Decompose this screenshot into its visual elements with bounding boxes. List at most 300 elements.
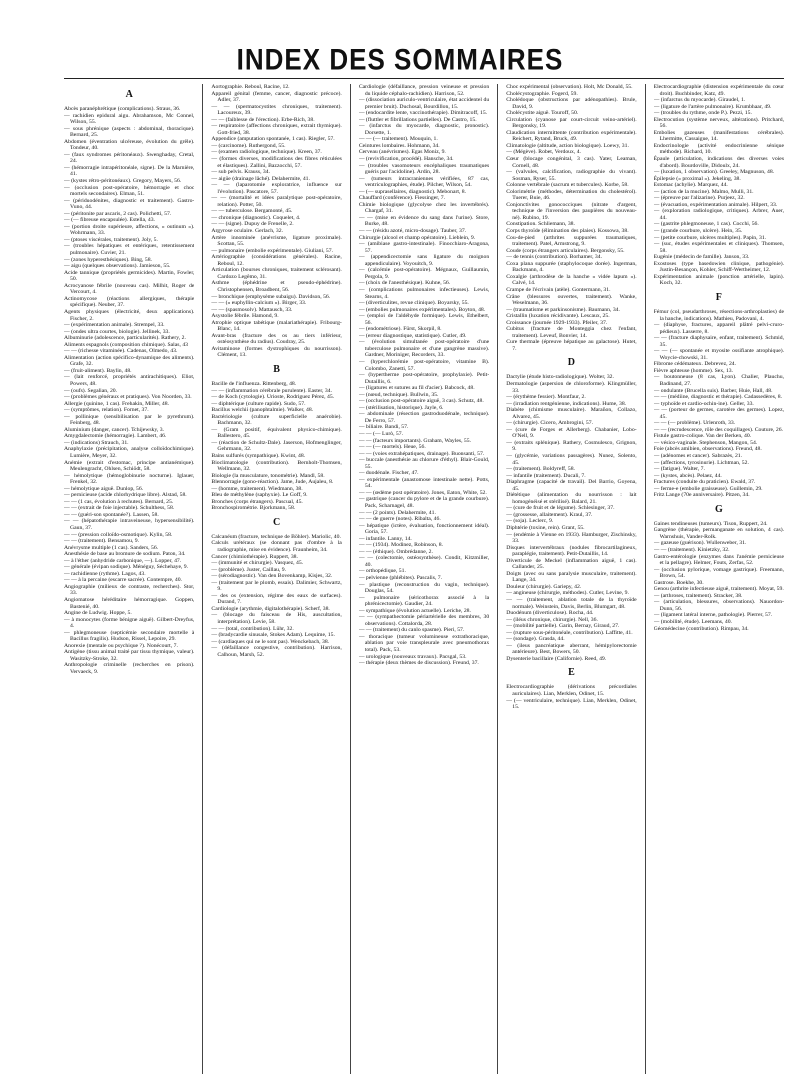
index-subentry: — (cure de Forges et Allerberg). Chabanier, Lobo-O'Nell, 9.	[506, 426, 637, 440]
index-subentry: — (chirurgie). Cicero, Ambrogini, 57.	[506, 420, 593, 427]
index-subentry: — aigu (quelques observations). Jamieson, 55.	[64, 263, 171, 270]
index-subentry: — — (porteur de germes, carotère des germes). Lopez, 45.	[653, 407, 785, 420]
index-subentry: — (occlusion post-opératoire, hémorragie et choc mortels secondaires). Elman, 51.	[64, 184, 195, 198]
index-subentry: — (occlusion pylorique, vomage gastrique). Freemann, Brown, 54.	[653, 566, 785, 580]
index-subentry: — (revivification, procédé). Hansche, 34.	[358, 156, 454, 163]
index-entry: Anesthésie de base au bromure de sodium. Paton, 34.	[64, 551, 186, 558]
index-subentry: — — (traitement) du canlo spasme). Pieri, 57.	[358, 627, 465, 634]
index-subentry: — (tumeurs intracraniennes vérifiées, 87 cas, ventriculographies, étude). Pilcher, Wilson, 54.	[358, 175, 490, 189]
index-subentry: — (zones hyperesthésiques). Bing, 58.	[64, 256, 152, 263]
index-subentry: — (lait renforcé, propriétés antirachitiques). Eliot, Powers, 48.	[64, 374, 195, 387]
index-entry: Corps thyroïde (élimination des plaies). Kossowa, 38.	[506, 228, 629, 235]
index-subentry: — (occlusion post-opératoire aiguë, 3 cas). Schutz, 48.	[358, 398, 484, 405]
index-entry: Colonne vertébrale (sacrum et tubercules). Korbe, 58.	[506, 182, 629, 189]
index-subentry: — — (richesse vitaminée). Cadenas, Olmedo, 43.	[64, 348, 178, 355]
index-subentry: — (nœud, technique). Bullwin, 35.	[358, 391, 439, 398]
index-entry: Antigène (tissu animal traité par tissu thymique, valeur). Wasitzky-Stroke, 32.	[64, 649, 195, 662]
index-subentry: — (formes diverses, modifications des fibres réticulées et élastiques). Zallini, Bazzocchi, 57.	[211, 156, 342, 169]
index-subentry: — (ligature de l'artère pulmonaire). Krumbhaar, 49.	[653, 103, 772, 110]
index-subentry: — pulmonaire (embolie expérimentale). Giuliani, 57.	[211, 247, 334, 254]
section-letter: F	[715, 291, 722, 303]
index-entry: Disques intervertébraux (nodules fibrocartilagineux, paraplégie, traitement). Petit-Dutaillis, 14.	[506, 544, 637, 558]
index-subentry: — (expérimentation animale). Strempel, 33.	[64, 322, 165, 329]
index-subentry: — — (laparotomie exploratrice, influence sur l'évolution). Pascatore, 57.	[211, 182, 342, 195]
index-subentry: — (dissociation auriculo-ventriculaire, état accidentel du premier bruit). Duchosal, Bourdillon, 15.	[358, 97, 490, 110]
section-letter: E	[568, 667, 575, 679]
index-subentry: — (choix de l'anesthésique). Kuhne, 56.	[358, 280, 451, 287]
index-entry: Atrophie optique tabétique (malariathérapie). Fribourg-Blanc, 14.	[211, 319, 342, 333]
index-entry: Calcanéum (fracture, technique de Böhler). Mariolic, 40.	[211, 533, 341, 540]
index-entry: Constipation. Schliemann, 38.	[506, 221, 575, 228]
index-subentry: — gazeuse (guérison). Wullenweber, 31.	[653, 540, 747, 547]
index-subentry: — ondulante (Brucella suis). Barber, Huie, Hall, 48.	[653, 387, 773, 394]
index-entry: Fistule gastro-colique. Van der Berken, 40.	[653, 433, 752, 440]
index-entry: Croissance (journée 1929-1933). Pfeiler, 37.	[506, 319, 608, 326]
index-column	[211, 84, 341, 1076]
index-subentry: — thérapie (deux thèmes de discussion). Freund, 37.	[358, 660, 479, 667]
index-subentry: — (complications pulmonaires infectieuses). Lewis, Stearns, 4.	[358, 286, 490, 300]
index-subentry: — (ptoses viscérales, traitement). Joly, 5.	[64, 236, 158, 243]
index-subentry: — (valvules, calcification, radiographie du vivant). Sosman, Ryser, 55.	[506, 169, 637, 182]
index-entry: Coxa plana suppurée (staphylocoque dorée). Ingerman, Backmann, 4.	[506, 260, 637, 274]
index-entry: Appendice (amputation spontanée, 1 cas). Riegler, 57.	[211, 136, 335, 143]
index-entry: Coxalgie (arthrodèse de la hanche « vidée lapum »). Calvé, 14.	[506, 273, 637, 287]
index-subentry: — aigüe (drainage lâché). Delahermite, 41.	[211, 175, 310, 182]
index-subentry: — — (facteurs importants). Graham, Wayles, 55.	[358, 437, 472, 444]
index-subentry: — (diverticulites, revue clinique). Boyarsky, 55.	[358, 300, 469, 307]
index-subentry: — (kystes rétro-péritonéaux). Gregory, Mayers, 56.	[64, 178, 182, 185]
index-entry: Anévrysme multiple (1 cas). Sanders, 56.	[64, 544, 159, 551]
index-subentry: — pelvienne (phlébites). Pascalis, 7.	[358, 575, 443, 582]
index-column	[359, 84, 489, 1076]
section-letter: D	[567, 357, 576, 369]
index-subentry: — biliaire. Bandi, 57.	[358, 424, 409, 431]
index-subentry: — rachidien epidural aigu. Abrahamson, Mc Connel, Wilson, 55.	[64, 112, 195, 126]
index-entry: Cœur (blocage congénital, 3 cas). Yater, Leaman, Cornell, 48.	[506, 156, 637, 169]
index-subentry: — (fruit-aliment). Baylin, 48.	[64, 367, 132, 374]
index-entry: Electrocardiographie (distension expérimentale du cœur droit). Buchbinder, Katz, 49.	[653, 84, 785, 97]
column-divider	[350, 84, 351, 1074]
index-entry: Acrocyanose fébrile (nouveau cas). Milhit, Roger de Vercourt, 4.	[64, 282, 195, 296]
index-entry: Asystolie fébrile. Hamond, 9.	[211, 313, 279, 320]
index-entry: Fémur (col, pseudarthroses, résections-arthroplasties) de la hanche, indications). Mathieu, Padovani, 4.	[653, 308, 785, 322]
index-entry: Diététique (alimentation du nourrisson : lait homogénéisé et stérilisé). Balard, 21.	[506, 492, 637, 505]
index-entry: Cubitus (fracture de Monteggia chez l'enfant, traitement). Leveuf, Bonvier, 14.	[506, 326, 637, 339]
index-subentry: — (embolies pulmonaires expérimentales). Boyton, 48.	[358, 306, 486, 313]
index-entry: Angiographie (milieux de contraste, recherches). Stor, 33.	[64, 583, 195, 597]
index-entry: Ceintures lombaires. Hohmann, 34.	[358, 142, 440, 149]
index-subentry: — (évolution simultanée post-opératoire d'une tuberculose pulmonaire et d'une gangrène massive). Gardner, Moriniger, Recorders, 33.	[358, 339, 490, 359]
index-subentry: — (ligament latéral interne, pathologie). Pierrer, 57.	[653, 612, 773, 619]
index-subentry: — (endocardite lente, vaccinothérapie). Dimitracoff, 15.	[358, 110, 488, 117]
index-entry: Aortographie. Reboul, Racine, 12.	[211, 84, 290, 90]
index-entry: Douleur (chirurgie). Gariepy, 42.	[506, 583, 582, 590]
index-entry: Bactériologie (culture superficielle anaérobie). Bachmann, 32.	[211, 413, 342, 427]
index-entry: Diabète (chimisme musculaire). Marañon, Collazo, Alvarez, 45.	[506, 407, 637, 420]
index-entry: Doigts (avec ou sans paralysie musculaire, traitement). Lange, 34.	[506, 570, 637, 584]
index-entry: Argyrose oculaire. Gerlach, 32.	[211, 228, 283, 235]
index-entry: Crampe de l'écrivain (atèle). Gontermann, 31.	[506, 286, 611, 293]
index-entry: Artère innominée (anévrisme, ligature proximale). Scottan, 55.	[211, 234, 342, 248]
index-entry: Biologie (la musculature, tonométrie). Mandl, 58.	[211, 472, 325, 479]
index-subentry: — (réaction de Schultz-Dale). Jaserson, Hofmenglinger, Gehrmann, 32.	[211, 439, 342, 453]
index-subentry: — expérimentale (anastomose intestinale nette). Potts, 54.	[358, 476, 490, 490]
index-subentry: — — (— problème). Urlenroth, 33.	[653, 420, 736, 427]
index-subentry: — (calcémie post-opératoire). Mégnaux, Guillaumin, Pergola, 9.	[358, 267, 490, 280]
index-subentry: — — à la percaine (escarre sacrée). Contempre, 40.	[64, 577, 182, 584]
index-entry: Eugénie (médecin de famille). Janson, 33.	[653, 254, 750, 261]
index-entry: Avitaminose (formes dystrophiques du nourrisson). Clément, 13.	[211, 345, 342, 359]
index-entry: Anaphylaxie (précipitation, analyse colloïdochimique). Lumière, Meyer, 32.	[64, 446, 195, 459]
index-subentry: — plastique (reconstruction du vagin, technique). Douglas, 54.	[358, 581, 490, 595]
index-entry: Anémie (extrait d'estomac, principe antianémique). Meulengracht, Ohlsen, Schiödt, 58.	[64, 459, 195, 473]
index-entry: Chirurgie (alcool et champ opératoire). Lieblein, 9.	[358, 234, 476, 241]
index-subentry: — infantile (traitement). Ducali, 7.	[506, 472, 586, 479]
index-entry: Allergie (quinine, 1 cas). Frehakin, Miller, 48.	[64, 400, 170, 407]
index-subentry: — — (pression colloïdo-osmotique). Kylin, 58.	[64, 531, 173, 538]
index-entry: Embolies gazeuses (manifestations cérébrales). Lhermitte, Cassaigue, 14.	[653, 129, 785, 143]
index-subentry: — (soja). Leclerc, 9.	[506, 518, 554, 525]
index-entry: Diphtérie (toxine, rein). Grant, 55.	[506, 525, 585, 531]
index-subentry: — (hyperchlorémie post-opératoire, vitamine B). Colombo, Zanetti, 57.	[358, 358, 490, 372]
index-entry: Épilepsie (« proximal »). Jekeling, 38.	[653, 175, 741, 182]
index-subentry: — (ondes ultra courtes, biologie). Jellinek, 33.	[64, 328, 170, 335]
index-subentry: — — (guéri-son spontanée?). Lassen, 58.	[64, 511, 159, 518]
index-subentry: — (grande courbure, ulcère). Hein, 35.	[653, 228, 743, 235]
section-letter: B	[273, 363, 280, 375]
index-subentry: — (appendicectomie sans ligature du moignon appendiculaire). Voyouitch, 9.	[358, 254, 490, 267]
index-subentry: — — (voies extrahépatiques, drainage). Buonsanti, 57.	[358, 450, 485, 457]
index-subentry: — — (2 points). Delahermite, 41.	[358, 509, 436, 516]
index-subentry: — (carcinome). Ruthergond, 55.	[211, 142, 286, 149]
index-subentry: — hémolytique (hémoglobinurie nocturne). Iglauer, Frenkel, 32.	[64, 472, 195, 486]
index-entry: Géomédecine (contribution). Rimpau, 34.	[653, 625, 749, 632]
index-subentry: — (sondage). Grasda, 44.	[506, 636, 565, 643]
index-subentry: — bronchique (emphysème subaigu). Davidson, 56.	[211, 293, 331, 300]
index-entry: Dactylie (étude histo-radiologique). Wolter, 32.	[506, 374, 614, 381]
index-entry: Cristallin (luxation récidivante). Lescaux, 25.	[506, 313, 610, 320]
index-subentry: — (défaillance congestive, contribution). Harrison, Calhoun, Marsh, 52.	[211, 645, 342, 658]
index-subentry: — — (mise en évidence du sang dans l'urine). Store, Burke, 48.	[358, 214, 490, 228]
index-subentry: — diphtérique (culture rapide). Sudo, 57.	[211, 400, 306, 407]
index-entry: Colorimétrie (méthodes, détermination du cholestérol). Tuerer, Buie, 46.	[506, 188, 637, 202]
index-subentry: — (grossesse, allaitement). Kraul, 37.	[506, 511, 593, 518]
index-entry: Electrocardiographie (dérivations précordiales auriculaires). Lian, Merklen, Odinet, 15.	[506, 684, 637, 698]
index-subentry: — — (signe). Dupuy de Frenelle, 2.	[211, 221, 294, 228]
index-subentry: — (ileus pancréatique aberrant, hémipylorectomie antérieure). Best, Bowers, 50.	[506, 642, 637, 656]
index-subentry: — à l'éther (anhydride carbonique, —). Lopper, 47.	[64, 557, 182, 564]
index-subentry: — (périduodénites, diagnostic et traitement). Gastro-Vuno, 44.	[64, 197, 195, 211]
index-subentry: — — (faiblesse de l'érection). Erbe-Rich, 38.	[211, 116, 315, 123]
index-subentry: — (épreuve par l'alizarine). Purjeez, 32.	[653, 195, 745, 202]
index-entry: Fièvre aphteuse (homme). Sex, 13.	[653, 367, 734, 374]
index-entry: Choc expérimental (observation). Holt, Mc Donald, 55.	[506, 84, 633, 90]
index-entry: Alimentation (action spécifico-dynamique des aliments). Grafe, 32.	[64, 354, 195, 368]
index-entry: Diaphragme (capacité de travail). Del Barrio, Goyena, 45.	[506, 479, 637, 492]
section-letter: C	[272, 516, 281, 528]
index-subentry: — (arthroses, traitement). Stracker, 38.	[653, 592, 743, 599]
index-entry: Bronchospirométrie. Bjorkmann, 58.	[211, 505, 296, 512]
index-subentry: — (rupture sous-péritonéale, contribution). Laffitte, 41.	[506, 629, 633, 636]
index-subentry: — (troubles du rythme, onde P.). Pezzi, 15.	[653, 110, 752, 117]
index-subentry: — (blocage du faisceau de His, auscultation, interprétation). Levie, 58.	[211, 612, 342, 626]
index-entry: Gastrose. Boekhe, 30.	[653, 579, 704, 586]
index-subentry: — (emploi de l'aldéhyde formique). Lewis, Ethelbert, 56.	[358, 313, 490, 326]
index-subentry: — (hémorragie intrapéritonéale, signe). De la Marnière, 41.	[64, 164, 195, 178]
section-letter: A	[125, 89, 133, 100]
index-entry: Foie (abcès amibien, observations). Freund, 48.	[653, 446, 762, 453]
column-divider	[497, 84, 498, 1074]
index-entry: Avant-bras (fracture des os au tiers inférieur, ostéosynthèse du radius). Coudray, 25.	[211, 332, 342, 346]
index-subentry: — — de guerre (notes). Ribalta, 46.	[358, 516, 441, 523]
index-subentry: — — (médiine, diagnostic et thérapie). Cadassedères, 8.	[653, 394, 783, 401]
index-entry: Gastro-entérologie (enzymes dans l'anémie pernicieuse et la pellagre). Helmer, Fouts, Zerfas, 52.	[653, 553, 785, 567]
index-subentry: — (immunité et chirurgie). Vasquez, 45.	[211, 560, 304, 567]
index-subentry: — angineuse (chirurgie, méthodes). Cutler, Levine, 9.	[506, 590, 629, 597]
index-subentry: — (ligatures et sutures au fil d'acier). Babcock, 48.	[358, 385, 475, 392]
index-subentry: — (troubles hépatiques et entériques, retentissement pulmonaire). Cuvier, 21.	[64, 243, 195, 257]
index-subentry: — (action de la mucine). Malmo, Mulli, 31.	[653, 188, 754, 195]
index-subentry: — (extraits splénique). Rathery, Cosmulesco, Grignon, 9.	[506, 439, 637, 453]
index-subentry: — (traitement). Boldyreff, 58.	[506, 466, 575, 473]
index-subentry: — (cure de fruit et de légume). Schlesinger, 37.	[506, 505, 615, 512]
index-subentry: — (kystes, abcès). Pelaez, 44.	[653, 472, 722, 479]
index-entry: Fractures (conduite du praticien). Ewald, 37.	[653, 479, 756, 486]
index-subentry: — gastrique (cancer du pylore et de la grande courbure). Pack, Scharnagel, 48.	[358, 496, 490, 509]
index-subentry: — (luxation, 1 observation). Greeley, Magnuson, 48.	[653, 169, 775, 176]
index-subentry: — sous phrénique (aspects : abdominal, thoracique). Bernard, 25.	[64, 125, 195, 139]
index-entry: Chimie biologique (glycolyse chez les invertébrés). Chargaf, 31.	[358, 201, 490, 215]
index-subentry: — pulmonaire (séricothorax associé à la phrénicectomie). Gaudier, 24.	[358, 594, 490, 608]
index-subentry: — — (sympathectomie périartérielle des membres, 30 observations). Cottalorda, 28.	[358, 614, 490, 627]
index-subentry: — (cardiaques qui ne le sont pas). Wenckebach, 38.	[211, 638, 330, 645]
index-entry: Cerveau (anévrismes). Egas Moniz, 9.	[358, 149, 446, 156]
index-entry: Exostoses (type basedowien clinique, pathogénie). Justin-Besançon, Kohler, Schiff-Wertheimer, 12.	[653, 260, 785, 274]
index-entry: Endocrinologie (activité endocrinienne sénique méthode). Richard, 10.	[653, 142, 785, 156]
index-subentry: — — (recrudescence, rôle des coquillages). Couture, 26.	[653, 426, 783, 433]
index-column	[64, 84, 194, 1076]
index-subentry: — (mobilité, étude). Leemans, 40.	[653, 619, 732, 626]
index-subentry: — chronique (diagnostic). Coquelet, 4.	[211, 214, 301, 221]
index-subentry: — — (traitement). Kinietzky, 32.	[653, 547, 730, 553]
index-entry: Crâne (blessures ouvertes, traitement). Wanke, Weselmann, 36.	[506, 293, 637, 307]
index-entry: Appareil génital (femme, cancer, diagnostic précoce). Adler, 37.	[211, 90, 342, 104]
index-entry: Aliments espagnols (composition chimique). Salas, 43	[64, 341, 189, 348]
index-subentry: — (fatigue). Walter, 7.	[653, 466, 705, 473]
index-subentry: — — (— mortels). Heue, 56.	[358, 444, 426, 451]
index-subentry: — (erreur diagnostique, statistique). Cutler, 49.	[358, 332, 467, 339]
index-subentry: — respiratoire (affections chroniques, extrait thymique). Gott-fried, 38.	[211, 123, 342, 136]
index-entry: Actinomycose (réactions allergiques, thérapie spécifique). Neuber, 37.	[64, 295, 195, 309]
index-column	[506, 84, 636, 1076]
index-subentry: — — (éthique). Ombrédanne, 2.	[358, 548, 433, 555]
index-entry: Abcès paranéphrétique (complications). Straus, 36.	[64, 106, 181, 112]
index-subentry: — — (— traitement). Mouquin, 1.	[358, 136, 438, 143]
index-subentry: — (symptômes, relation). Fornet, 37.	[64, 407, 149, 414]
index-subentry: — pollinique (sensibilisation par le pyrethrum). Feinberg, 48.	[64, 413, 195, 427]
index-entry: Angine de Ludwig. Hoppe, 5.	[64, 610, 132, 617]
index-entry: Gangrène (thérapie, permanganate en solution, 4 cas). Warnshuis, Vander-Rolk.	[653, 527, 785, 540]
index-entry: Cardiologie (défaillance, pression veineuse et pression du liquide céphalo-rachidien). Harrison, 52.	[358, 84, 490, 97]
index-subentry: — (— suprasellaires, diagnostic). Mebonart, 8.	[358, 188, 467, 195]
index-entry: Dysenterie bacillaire (Californie). Reed, 49.	[506, 655, 607, 662]
index-entry: Abdomen (éventration ulcéreuse, évolution du grêle). Tondeur, 40.	[64, 138, 195, 152]
index-subentry: — (examen radiologique, technique). Kreen, 37.	[211, 149, 322, 156]
index-entry: Circulation (cyanose par court-circuit veino-artériel). Bergonsky, 19.	[506, 116, 637, 130]
index-entry: Aluminium (danger, cancer). Tchijewsky, 3.	[64, 426, 164, 433]
index-subentry: — (— ventriculaire, technique). Lian, Merklen, Odinet, 15.	[506, 697, 637, 711]
index-subentry: — (amibiase gastro-intestinale). Finocchiaro-Aragona, 57.	[358, 241, 490, 254]
index-subentry: — (glycémie, variations passagères). Nunez, Solento, 45.	[506, 452, 637, 466]
index-subentry: — (hypertherme post-opératoire, prophylaxie). Petit-Dutaillis, 6.	[358, 372, 490, 385]
index-subentry: — (problèmes généraux et pratiques). Von Noorden, 33.	[64, 394, 192, 401]
index-entry: Acide tannique (propriétés germicides). Martin, Fowler, 50.	[64, 269, 195, 283]
index-subentry: — infantile. Lanny, 14.	[358, 535, 412, 542]
index-entry: Anorexie (mentale ou psychique ?). Nonécourt, 7.	[64, 642, 178, 649]
index-entry: Agents physiques (électricité, deux applications). Fischer, 2.	[64, 308, 195, 322]
index-subentry: — (affections, tyrosinurie). Lichtman, 52.	[653, 459, 749, 466]
index-subentry: — de tennis (contribution). Borhamer, 34.	[506, 254, 603, 261]
index-entry: Anthropologie criminelle (recherches en prison). Vervaeck, 9.	[64, 662, 195, 676]
index-entry: Cholécystographie. Fogerd, 59.	[506, 90, 578, 97]
index-subentry: — (infarctus du myocarde). Giraudel, 1.	[653, 97, 746, 104]
index-subentry: — (articulation, blessures, observations). Nauordon-Dunn, 56.	[653, 599, 785, 612]
index-subentry: — typhoïde et cardio-ochin-ine). Geller, 33.	[653, 400, 754, 407]
index-subentry: — — (colectomie, ostéosynthèse). Condit, Kitzmiller, 40.	[358, 555, 490, 568]
index-subentry: — (homme, traitement). Wiedmann, 38.	[211, 485, 303, 492]
index-entry: Bronches (corps étrangers). Pascual, 45.	[211, 498, 303, 505]
index-entry: Genou (arthrite infectieuse aiguë, traitement). Moyat, 59.	[653, 586, 784, 593]
index-subentry: — buccale (anesthésie au chlorure d'éthyl). Blair-Gould, 55.	[358, 457, 490, 470]
title-rule	[64, 78, 784, 79]
index-subentry: — (stérilisation, historique). Jayle, 6.	[358, 404, 444, 411]
index-subentry: — sub pelvis. Krauss, 34.	[211, 169, 271, 176]
index-subentry: — — (spasmosolv). Mattausch, 33.	[211, 306, 293, 313]
index-subentry: — — (fracture diaphysaire, enfant, traitement). Schmid, 35.	[653, 335, 785, 348]
index-subentry: — (faux syndromes péritonéaux). Swenghaday, Cretal, 24.	[64, 151, 195, 165]
column-divider	[645, 84, 646, 1074]
index-entry: Cholécystite aiguë. Touroff, 50.	[506, 110, 579, 117]
index-entry: Diverticule de Meckel (inflammation aiguë, 1 cas). Callander, 25.	[506, 557, 637, 571]
index-columns	[64, 84, 784, 1076]
index-subentry: — phlegmoneuse (septicémie secondaire mortelle à Bacillus fragilis). Hudson, Rissel, Lepoire, 29.	[64, 629, 195, 643]
index-entry: Cholédoque (obstructions par adénopathies). Brule, David, 9.	[506, 97, 637, 110]
index-subentry: — (fluttler et fibrillations partielles). De Castro, 15.	[358, 116, 477, 123]
index-subentry: — générale (évipan sodique). Ménéguy, Séchehaye, 9.	[64, 564, 189, 571]
index-subentry: — (adénomes et cancer). Sabrazès, 21.	[653, 452, 743, 459]
index-subentry: — hépatique (ictère, évaluation, fonctionnement idéal). Goria, 57.	[358, 522, 490, 536]
index-entry: Articulation (bourses chroniques, traitement sclérosant). Cardozo Legêmo, 31.	[211, 267, 342, 280]
index-subentry: — (gastrite phlegmoneuse, 1 cas). Cocchi, 56.	[653, 221, 759, 228]
index-subentry: — — (hépatothérapie intraveineuse, hypersensibilité). Gaun, 37.	[64, 518, 195, 531]
index-subentry: — — (spermatocystites chroniques, traitement). Lacoureux, 39.	[211, 103, 342, 117]
index-entry: Asthme (éphédrine et pseudo-éphédrine). Christophensen, Broadbent, 56.	[211, 280, 342, 293]
index-entry: Climatologie (altitude, action biologique). Loewy, 31.	[506, 142, 629, 149]
index-subentry: — (— fibreuse encapsulée). Estella, 43.	[64, 217, 155, 224]
index-subentry: — vésico-vaginale. Stephenson, Mangon, 54.	[653, 439, 758, 446]
index-subentry: — (indications) Strauch, 31.	[64, 439, 129, 446]
index-subentry: — — (résidu azoté, micro-dosage). Tauber, 37.	[358, 228, 467, 235]
index-subentry: — (érythème fessier). Montfaur, 2.	[506, 394, 586, 401]
index-subentry: — (évacuation, expérimentation animale). Hilpert, 33.	[653, 201, 778, 208]
index-entry: Bacille de l'influenza. Rittenberg, 48.	[211, 380, 297, 387]
index-entry: Claudication intermittente (contribution expérimentale). Reichert, Rytand, Bruck, 49.	[506, 129, 637, 143]
index-entry: Cou-de-pied (arthrites suppurées traumatiques, traitement). Patel, Armstrong, 9.	[506, 234, 637, 248]
index-subentry: — — (traitement, ablation totale de la thyroïde normale). Weinstein, Davis, Berlin, Blumgart, 48.	[506, 597, 637, 610]
index-subentry: — abdominale (résection gastroduodénale, technique). De Ferro, 57.	[358, 411, 490, 424]
index-subentry: — (traumatisme et parkinsonisme). Baumann, 34.	[506, 306, 620, 313]
index-subentry: — boutonneuse (8 cas, Lyon). Chalier, Plauchu, Badinand, 27.	[653, 374, 785, 387]
index-entry: Bains sulfurés (sympathique). Kwint, 48.	[211, 452, 306, 459]
index-entry: Cancer (chimiothérapie). Ruppert, 38.	[211, 553, 298, 560]
index-entry: Amygdalectomie (hémorragie). Lambert, 46.	[64, 433, 167, 440]
index-subentry: — — (traitement). Bensamou, 9.	[64, 538, 140, 545]
index-subentry: — des os (extension, régime des eaux de surfaces). Durand, 7.	[211, 592, 342, 606]
index-subentry: — sympathique (évolution actuelle). Leriche, 28.	[358, 607, 471, 614]
index-subentry: — (exploration radiologique, critiques). Arbrer, Auer, 44.	[653, 208, 785, 221]
index-subentry: — (portion droite supérieure, affections, « outinum »). Wohrmann, 33.	[64, 223, 195, 237]
index-subentry: — (iléus chronique, chirurgie). Nell, 36.	[506, 616, 598, 623]
index-entry: Electrocution (système nerveux, altérations). Pritchard, 56.	[653, 116, 785, 130]
index-subentry: — duodénale. Fischer, 47.	[358, 470, 419, 477]
index-column	[654, 84, 784, 1076]
index-subentry: — — (mortalité et idées paralytique post-opératoire, relation). Potter, 50.	[211, 195, 342, 208]
index-entry: Fritz Lange (70e anniversaire). Pitzen, 34.	[653, 492, 750, 499]
index-subentry: — (petite courbure, ulcères multiples). Papin, 31.	[653, 234, 767, 241]
section-letter: G	[714, 503, 723, 515]
index-subentry: — orthopédique, 51.	[358, 568, 406, 575]
index-subentry: — de Koch (cytologie). Urioste, Rodriguez Pérez, 45.	[211, 394, 335, 401]
index-subentry: — (troubles vasomoteurs encéphaliques traumatiques guéris par l'acidoline). Ardin, 28.	[358, 162, 490, 176]
index-entry: Artériographie (considérations générales). Racine, Reboul, 12.	[211, 254, 342, 267]
index-subentry: — (irradiation rentgénienne, indications). Hume, 38.	[506, 400, 627, 407]
index-subentry: — — tuberculose. Bergamonté, 45.	[211, 208, 293, 215]
index-subentry: — (Mégève). Robet, Verdoux, 4.	[506, 149, 581, 156]
index-entry: Estomac (achylie). Marquez, 44.	[653, 182, 728, 189]
index-subentry: — hémolytique aiguë. Dunlop, 56.	[64, 485, 144, 492]
index-subentry: — — (1934). Modinez, Robinson, 8.	[358, 542, 444, 549]
index-subentry: — (infarctus du myocarde, diagnostic, pronostic). Dorsette, 1.	[358, 123, 490, 136]
index-subentry: — urologique (nouveaux travaux). Pacsgal, 53.	[358, 653, 467, 660]
index-subentry: — (endométriose). Fürst, Skorpil, 8.	[358, 326, 442, 333]
index-entry: Angiomatose héréditaire hémorragique. Goppen, Bastenié, 40.	[64, 597, 195, 610]
index-subentry: — — (œdème post opératoire). Jones, Eaton, White, 52.	[358, 489, 487, 496]
index-subentry: — (traitement par le plomb, essais). Dalimier, Schwartz, 9.	[211, 579, 342, 593]
index-subentry: — (Gram positif, équivalent physico-chimique). Ballestero, 45.	[211, 426, 342, 440]
index-subentry: — — (— spontanée et myosite ossifiante atrophique). Woycie-chowski, 31.	[653, 348, 785, 361]
index-subentry: — rachidienne (rythme). Lagos, 43.	[64, 570, 146, 577]
index-subentry: — (diaphyse, fractures, appareil plâtré pelvi-cruro-pédieux). Lasserre, 8.	[653, 322, 785, 335]
index-subentry: — (sérodiagnostic). Van den Bovenkamp, Kisjes, 32.	[211, 573, 333, 580]
index-subentry: — thoracique (tumeur volumineuse extrathoracique, ablation par voie transpleurale avec pneumothorax total). Pack, 53.	[358, 633, 490, 654]
index-subentry: — ferme-e (embolie graisseuse). Guillemin, 29.	[653, 485, 763, 492]
index-subentry: — — (extrait de foie injectable). Schulthess, 58.	[64, 505, 175, 512]
index-entry: Coude (corps étrangers articulaires). Bergonsky, 55.	[506, 247, 625, 254]
index-entry: Expérimentation animale (ponction artérielle, lapin). Koch, 32.	[653, 273, 785, 287]
index-subentry: — pernicieuse (acide chlorhydrique libre). Alstad, 58.	[64, 492, 187, 499]
index-entry: Épaule (articulation, indications des diverses voies d'abord). Bourdoville, Didoulx, 24.	[653, 156, 785, 169]
index-subentry: — — (« euphyllin-calcium »). Birger, 33.	[211, 300, 307, 307]
index-entry: Bioclimatologie (contribution). Bernholt-Thomsen, Wellmann, 32.	[211, 459, 342, 473]
index-subentry: — (suc, études expérimentales et cliniques). Thomsen, 58.	[653, 241, 785, 254]
index-entry: Gaines tendineuses (tumeurs). Tison, Ruppert, 24.	[653, 520, 768, 527]
index-entry: Fibrome cédémateux. Debrevez, 24.	[653, 361, 737, 368]
index-subentry: — (problème). Juster, Caillau, 9.	[211, 566, 287, 573]
index-subentry: — — (— Lurò, 57.	[358, 430, 404, 437]
index-entry: Albuminurie (adolescence, particularités). Rathery, 2.	[64, 335, 186, 342]
index-subentry: — — (1 cas, évolution à rechutes). Bernard, 25.	[64, 498, 174, 505]
index-subentry: — (endémie à Vienne en 1933). Hamburger, Zischinsky, 33.	[506, 531, 637, 545]
